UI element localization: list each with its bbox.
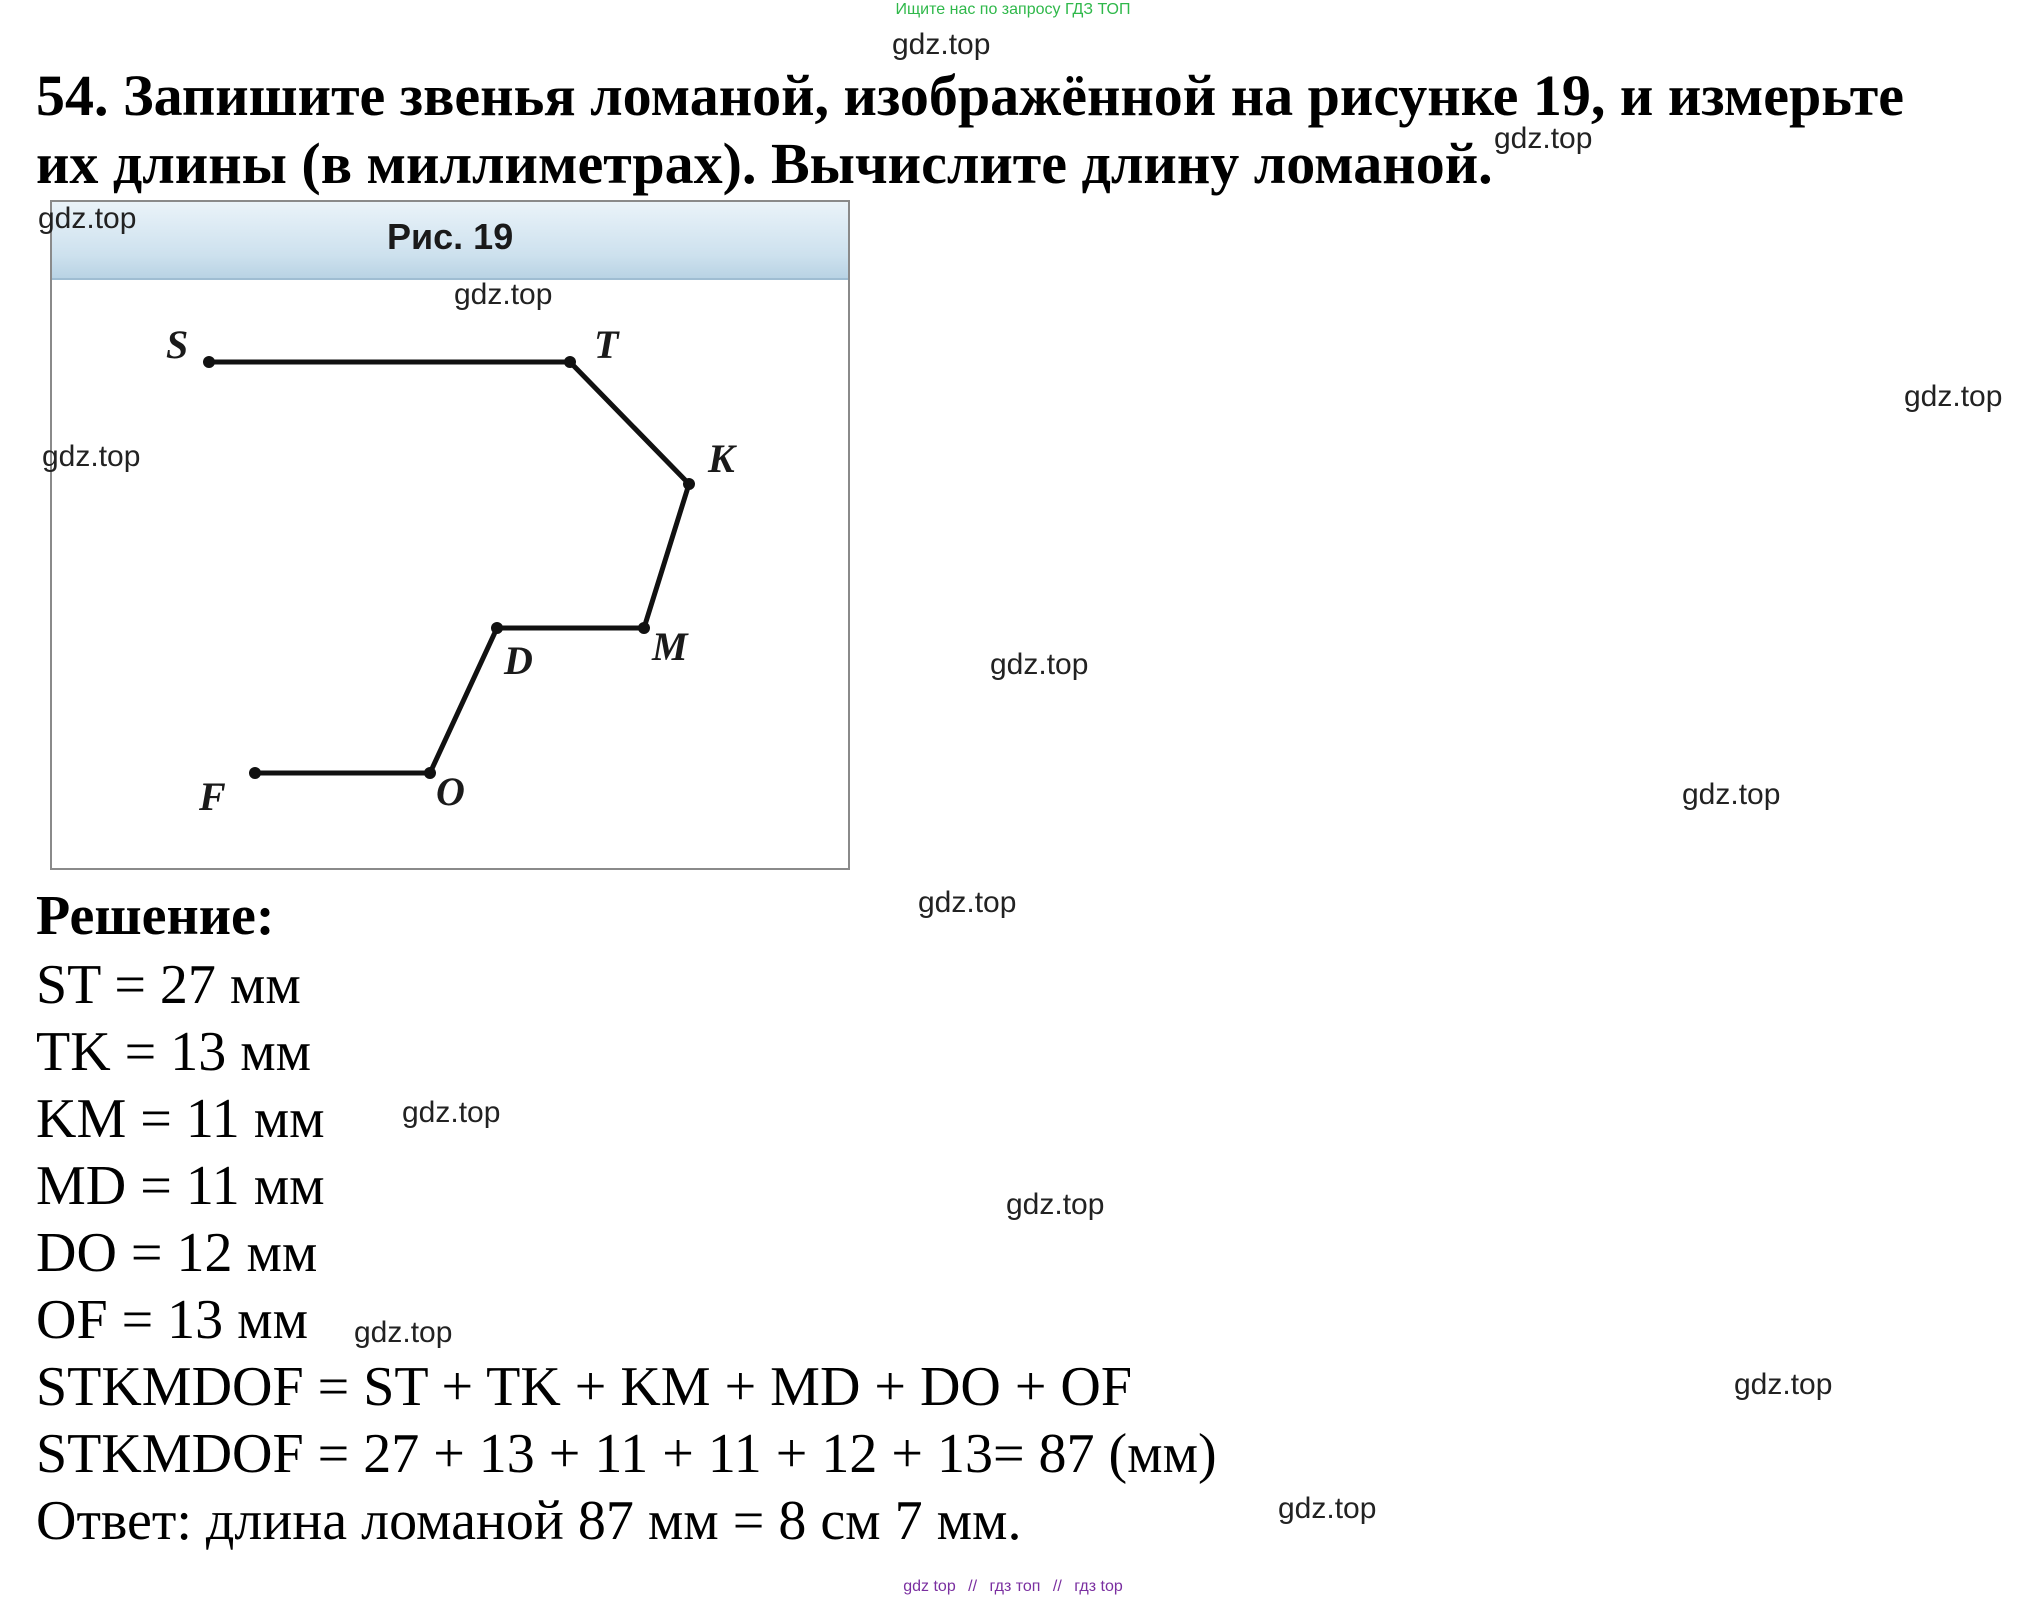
watermark: gdz.top xyxy=(1006,1188,1105,1221)
problem-line-1: 54. Запишите звенья ломаной, изображённой на рисунке 19, и измерьте xyxy=(36,63,1904,128)
watermark: gdz.top xyxy=(990,648,1089,681)
footer-separator: // xyxy=(968,1578,978,1595)
label-s: S xyxy=(166,322,189,367)
label-f: F xyxy=(199,774,226,819)
solution-line-km: KM = 11 мм xyxy=(36,1088,325,1150)
footer-item: гдз топ xyxy=(989,1578,1041,1595)
label-d: D xyxy=(504,638,533,683)
vertex-f xyxy=(249,767,261,779)
polyline-path xyxy=(209,362,689,773)
vertex-o xyxy=(424,767,436,779)
solution-sum: STKMDOF = 27 + 13 + 11 + 11 + 12 + 13= 87 (мм) xyxy=(36,1423,1217,1485)
footer-item: gdz top xyxy=(903,1578,956,1595)
watermark: gdz.top xyxy=(1494,122,1593,155)
watermark: gdz.top xyxy=(454,278,553,311)
watermark: gdz.top xyxy=(402,1096,501,1129)
vertex-m xyxy=(638,622,650,634)
figure-caption-text: Рис. 19 xyxy=(387,216,514,257)
watermark: gdz.top xyxy=(42,440,141,473)
solution-line-st: ST = 27 мм xyxy=(36,954,301,1016)
watermark: gdz.top xyxy=(38,202,137,235)
solution-line-md: MD = 11 мм xyxy=(36,1155,325,1217)
watermark: gdz.top xyxy=(1734,1368,1833,1401)
vertex-s xyxy=(203,356,215,368)
label-t: T xyxy=(594,322,619,367)
watermark: gdz.top xyxy=(1682,778,1781,811)
vertex-t xyxy=(564,356,576,368)
solution-line-of: OF = 13 мм xyxy=(36,1289,309,1351)
solution-line-do: DO = 12 мм xyxy=(36,1222,318,1284)
label-o: O xyxy=(436,769,465,814)
problem-statement xyxy=(36,62,2006,198)
problem-line-2: их длины (в миллиметрах). Вычислите длину ломаной. xyxy=(36,131,1493,196)
vertex-d xyxy=(491,622,503,634)
vertex-k xyxy=(683,478,695,490)
solution-formula: STKMDOF = ST + TK + KM + MD + DO + OF xyxy=(36,1356,1133,1418)
watermark: gdz.top xyxy=(1278,1492,1377,1525)
polyline-drawing xyxy=(52,202,852,872)
label-m: M xyxy=(652,624,688,669)
solution-line-tk: TK = 13 мм xyxy=(36,1021,312,1083)
watermark: gdz.top xyxy=(892,28,991,61)
watermark: gdz.top xyxy=(918,886,1017,919)
solution-heading: Решение: xyxy=(36,885,275,947)
figure-19 xyxy=(50,200,850,870)
top-banner: Ищите нас по запросу ГДЗ ТОП xyxy=(895,1,1131,18)
label-k: K xyxy=(708,436,735,481)
solution-answer: Ответ: длина ломаной 87 мм = 8 см 7 мм. xyxy=(36,1490,1022,1552)
watermark: gdz.top xyxy=(1904,380,2003,413)
footer-item: гдз top xyxy=(1074,1578,1123,1595)
footer xyxy=(0,1578,2026,1596)
footer-separator: // xyxy=(1052,1578,1062,1595)
watermark: gdz.top xyxy=(354,1316,453,1349)
